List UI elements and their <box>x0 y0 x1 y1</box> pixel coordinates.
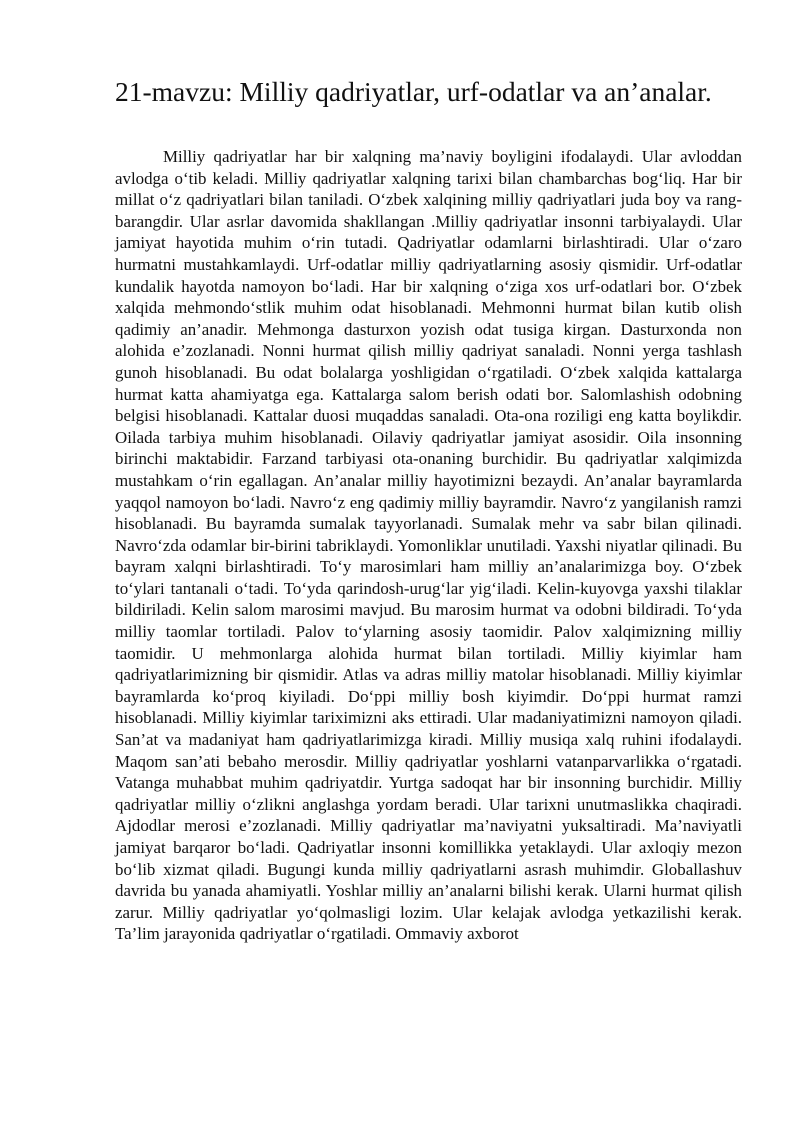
body-paragraph: Milliy qadriyatlar har bir xalqning ma’naviy boyligini ifodalaydi. Ular avloddan avlodga o‘tib keladi. Milliy qadriyatlar xalqning tarixi bilan chambarchas bog‘liq. Har bir millat o‘z qadriyatlari bilan taniladi. O‘zbek xalqining milliy qadriyatlari juda boy va rang-barangdir. Ular asrlar davomida shakllangan .Milliy qadriyatlar insonni tarbiyalaydi. Ular jamiyat hayotida muhim o‘rin tutadi. Qadriyatlar odamlarni birlashtiradi. Ular o‘zaro hurmatni mustahkamlaydi. Urf-odatlar milliy qadriyatlarning asosiy qismidir. Urf-odatlar kundalik hayotda namoyon bo‘ladi. Har bir xalqning o‘ziga xos urf-odatlari bor. O‘zbek xalqida mehmondo‘stlik muhim odat hisoblanadi. Mehmonni hurmat bilan kutib olish qadimiy an’anadir. Mehmonga dasturxon yozish odat tusiga kirgan. Dasturxonda non alohida e’zozlanadi. Nonni hurmat qilish milliy qadriyat sanaladi. Nonni yerga tashlash gunoh hisoblanadi. Bu odat bolalarga yoshligidan o‘rgatiladi. O‘zbek xalqida kattalarga hurmat katta ahamiyatga ega. Kattalarga salom berish odati bor. Salomlashish odobning belgisi hisoblanadi. Kattalar duosi muqaddas sanaladi. Ota-ona roziligi eng katta boylikdir. Oilada tarbiya muhim hisoblanadi. Oilaviy qadriyatlar jamiyat asosidir. Oila insonning birinchi maktabidir. Farzand tarbiyasi ota-onaning burchidir. Bu qadriyatlar xalqimizda mustahkam o‘rin egallagan. An’analar milliy hayotimizni bezaydi. An’analar bayramlarda yaqqol namoyon bo‘ladi. Navro‘z eng qadimiy milliy bayramdir. Navro‘z yangilanish ramzi hisoblanadi. Bu bayramda sumalak tayyorlanadi. Sumalak mehr va sabr bilan qilinadi. Navro‘zda odamlar bir-birini tabriklaydi. Yomonliklar unutiladi. Yaxshi niyatlar qilinadi. Bu bayram xalqni birlashtiradi. To‘y marosimlari ham milliy an’analarimizga boy. O‘zbek to‘ylari tantanali o‘tadi. To‘yda qarindosh-urug‘lar yig‘iladi. Kelin-kuyovga yaxshi tilaklar bildiriladi. Kelin salom marosimi mavjud. Bu marosim hurmat va odobni bildiradi. To‘yda milliy taomlar tortiladi. Palov to‘ylarning asosiy taomidir. Palov xalqimizning milliy taomidir. U mehmonlarga alohida hurmat bilan tortiladi. Milliy kiyimlar ham qadriyatlarimizning bir qismidir. Atlas va adras milliy matolar hisoblanadi. Milliy kiyimlar bayramlarda ko‘proq kiyiladi. Do‘ppi milliy bosh kiyimdir. Do‘ppi hurmat ramzi hisoblanadi. Milliy kiyimlar tariximizni aks ettiradi. Ular madaniyatimizni namoyon qiladi. San’at va madaniyat ham qadriyatlarimizga kiradi. Milliy musiqa xalq ruhini ifodalaydi. Maqom san’ati bebaho merosdir. Milliy qadriyatlar yoshlarni vatanparvarlikka o‘rgatadi. Vatanga muhabbat muhim qadriyatdir. Yurtga sadoqat har bir insonning burchidir. Milliy qadriyatlar milliy o‘zlikni anglashga yordam beradi. Ular tarixni unutmaslikka chaqiradi. Ajdodlar merosi e’zozlanadi. Milliy qadriyatlar ma’naviyatni yuksaltiradi. Ma’naviyatli jamiyat barqaror bo‘ladi. Qadriyatlar insonni komillikka yetaklaydi. Ular axloqiy mezon bo‘lib xizmat qiladi. Bugungi kunda milliy qadriyatlarni asrash muhimdir. Globallashuv davrida bu yanada ahamiyatli. Yoshlar milliy an’analarni bilishi kerak. Ularni hurmat qilish zarur. Milliy qadriyatlar yo‘qolmasligi lozim. Ular kelajak avlodga yetkazilishi kerak. Ta’lim jarayonida qadriyatlar o‘rgatiladi. Ommaviy axborot <box>115 147 742 944</box>
document-title: 21-mavzu: Milliy qadriyatlar, urf-odatlar va an’analar. <box>115 76 712 107</box>
